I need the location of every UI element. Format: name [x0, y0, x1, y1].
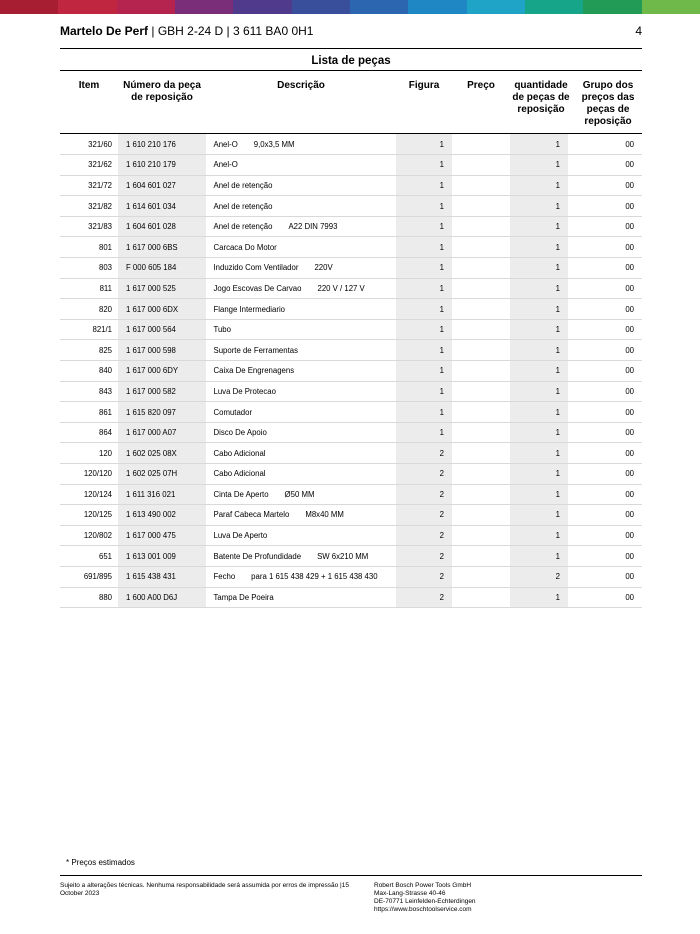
item-cell: 120/125 — [60, 505, 118, 526]
part-number-cell: 1 615 820 097 — [118, 402, 206, 423]
price-cell — [452, 216, 510, 237]
item-cell: 321/83 — [60, 216, 118, 237]
figure-cell: 1 — [396, 402, 452, 423]
section-title: Lista de peças — [311, 55, 391, 67]
description-text: Tubo — [213, 325, 231, 335]
quantity-cell: 1 — [510, 196, 568, 217]
color-bar-segment — [350, 0, 408, 14]
table-row — [60, 422, 642, 443]
price-group-cell: 00 — [568, 381, 642, 402]
figure-cell: 1 — [396, 237, 452, 258]
part-number-cell: 1 617 000 564 — [118, 319, 206, 340]
description-text: Caixa De Engrenagens — [213, 366, 295, 376]
price-cell — [452, 484, 510, 505]
item-cell: 803 — [60, 258, 118, 279]
description-text: Comutador — [213, 407, 253, 417]
description-cell — [206, 381, 396, 402]
part-number-cell: 1 611 316 021 — [118, 484, 206, 505]
item-cell: 821/1 — [60, 319, 118, 340]
description-text: Tampa De Poeira — [213, 592, 274, 602]
quantity-cell: 1 — [510, 299, 568, 320]
description-cell — [206, 361, 396, 382]
table-row — [60, 381, 642, 402]
item-cell: 840 — [60, 361, 118, 382]
quantity-cell: 1 — [510, 155, 568, 176]
item-cell: 811 — [60, 278, 118, 299]
part-number-cell: 1 602 025 08X — [118, 443, 206, 464]
part-number-cell: 1 600 A00 D6J — [118, 587, 206, 608]
section-divider — [60, 70, 642, 71]
figure-cell: 1 — [396, 258, 452, 279]
figure-cell: 1 — [396, 381, 452, 402]
price-group-cell: 00 — [568, 258, 642, 279]
description-text: Cinta De Aperto — [213, 489, 269, 499]
price-cell — [452, 134, 510, 155]
description-cell — [206, 278, 396, 299]
description-cell — [206, 258, 396, 279]
description-text: Jogo Escovas De Carvao — [213, 283, 302, 293]
part-number-cell: 1 614 601 034 — [118, 196, 206, 217]
part-number-cell: 1 617 000 525 — [118, 278, 206, 299]
quantity-cell: 1 — [510, 381, 568, 402]
price-group-cell: 00 — [568, 484, 642, 505]
description-spec: Ø50 MM — [284, 489, 315, 499]
col-item: Item — [78, 80, 100, 91]
price-cell — [452, 566, 510, 587]
price-group-cell: 00 — [568, 422, 642, 443]
description-text: Cabo Adicional — [213, 469, 266, 479]
footer-street: Max-Lang-Strasse 40-46 — [374, 890, 446, 897]
description-text: Paraf Cabeca Martelo — [213, 510, 290, 520]
figure-cell: 1 — [396, 278, 452, 299]
description-cell — [206, 525, 396, 546]
table-row — [60, 216, 642, 237]
footer-disclaimer: Sujeito a alterações técnicas. Nenhuma responsabilidade será assumida por erros de impressão |15 October 2023 — [60, 882, 349, 897]
part-number-cell: 1 617 000 6DY — [118, 361, 206, 382]
price-group-cell: 00 — [568, 546, 642, 567]
figure-cell: 1 — [396, 319, 452, 340]
item-cell: 321/62 — [60, 155, 118, 176]
quantity-cell: 1 — [510, 525, 568, 546]
description-spec: M8x40 MM — [305, 510, 344, 520]
item-cell: 120/124 — [60, 484, 118, 505]
document-subtitle: | GBH 2-24 D | 3 611 BA0 0H1 — [148, 24, 314, 38]
table-row — [60, 319, 642, 340]
description-cell — [206, 546, 396, 567]
color-bar-segment — [0, 0, 58, 14]
figure-cell: 1 — [396, 361, 452, 382]
price-cell — [452, 402, 510, 423]
table-row — [60, 546, 642, 567]
price-cell — [452, 546, 510, 567]
description-cell — [206, 422, 396, 443]
price-group-cell: 00 — [568, 340, 642, 361]
col-price: Preço — [467, 80, 495, 91]
quantity-cell: 1 — [510, 361, 568, 382]
part-number-cell: 1 602 025 07H — [118, 464, 206, 485]
part-number-cell: 1 617 000 475 — [118, 525, 206, 546]
description-cell — [206, 587, 396, 608]
color-bar-segment — [292, 0, 350, 14]
item-cell: 691/895 — [60, 566, 118, 587]
description-cell — [206, 484, 396, 505]
document-title: Martelo De Perf — [60, 24, 149, 38]
description-text: Anel de retenção — [213, 201, 273, 211]
quantity-cell: 1 — [510, 134, 568, 155]
part-number-cell: 1 613 001 009 — [118, 546, 206, 567]
quantity-cell: 1 — [510, 216, 568, 237]
description-text: Anel-O — [213, 139, 238, 149]
figure-cell: 1 — [396, 422, 452, 443]
quantity-cell: 1 — [510, 422, 568, 443]
part-number-cell: 1 615 438 431 — [118, 566, 206, 587]
figure-cell: 2 — [396, 587, 452, 608]
item-cell: 880 — [60, 587, 118, 608]
quantity-cell: 1 — [510, 237, 568, 258]
price-cell — [452, 381, 510, 402]
price-group-cell: 00 — [568, 278, 642, 299]
quantity-cell: 1 — [510, 505, 568, 526]
price-group-cell: 00 — [568, 134, 642, 155]
part-number-cell: 1 604 601 028 — [118, 216, 206, 237]
table-row — [60, 402, 642, 423]
price-cell — [452, 299, 510, 320]
quantity-cell: 1 — [510, 258, 568, 279]
col-description: Descrição — [277, 80, 325, 91]
description-text: Disco De Apoio — [213, 428, 267, 438]
item-cell: 861 — [60, 402, 118, 423]
part-number-cell: 1 617 000 A07 — [118, 422, 206, 443]
item-cell: 801 — [60, 237, 118, 258]
figure-cell: 2 — [396, 443, 452, 464]
quantity-cell: 1 — [510, 175, 568, 196]
figure-cell: 1 — [396, 134, 452, 155]
header-divider — [60, 48, 642, 49]
quantity-cell: 1 — [510, 464, 568, 485]
item-cell: 120/802 — [60, 525, 118, 546]
description-text: Induzido Com Ventilador — [213, 263, 299, 273]
part-number-cell: 1 617 000 582 — [118, 381, 206, 402]
page-header — [60, 24, 642, 40]
item-cell: 825 — [60, 340, 118, 361]
col-quantity: quantidade de peças de reposição — [512, 80, 570, 115]
part-number-cell: F 000 605 184 — [118, 258, 206, 279]
figure-cell: 1 — [396, 175, 452, 196]
price-group-cell: 00 — [568, 566, 642, 587]
price-cell — [452, 196, 510, 217]
price-cell — [452, 443, 510, 464]
price-group-cell: 00 — [568, 237, 642, 258]
part-number-cell: 1 610 210 179 — [118, 155, 206, 176]
color-bar-segment — [642, 0, 700, 14]
description-spec: 9,0x3,5 MM — [253, 139, 295, 149]
description-cell — [206, 464, 396, 485]
price-group-cell: 00 — [568, 464, 642, 485]
color-bar-segment — [408, 0, 466, 14]
item-cell: 120 — [60, 443, 118, 464]
table-row — [60, 484, 642, 505]
figure-cell: 2 — [396, 525, 452, 546]
price-cell — [452, 525, 510, 546]
table-row — [60, 505, 642, 526]
price-cell — [452, 422, 510, 443]
color-bar-segment — [525, 0, 583, 14]
price-group-cell: 00 — [568, 216, 642, 237]
description-text: Anel de retenção — [213, 222, 273, 232]
price-cell — [452, 319, 510, 340]
table-row — [60, 340, 642, 361]
description-text: Luva De Aperto — [213, 531, 268, 541]
col-part-number: Número da peça de reposição — [123, 80, 201, 103]
description-cell — [206, 134, 396, 155]
description-cell — [206, 237, 396, 258]
item-cell: 820 — [60, 299, 118, 320]
table-row — [60, 443, 642, 464]
parts-table — [60, 134, 642, 608]
price-group-cell: 00 — [568, 175, 642, 196]
description-spec: SW 6x210 MM — [317, 551, 369, 561]
description-cell — [206, 175, 396, 196]
description-spec: para 1 615 438 429 + 1 615 438 430 — [251, 572, 378, 582]
item-cell: 120/120 — [60, 464, 118, 485]
price-group-cell: 00 — [568, 587, 642, 608]
description-text: Luva De Protecao — [213, 386, 276, 396]
price-cell — [452, 155, 510, 176]
figure-cell: 1 — [396, 299, 452, 320]
page-number: 4 — [635, 24, 642, 38]
description-spec: 220V — [314, 263, 333, 273]
color-bar-segment — [467, 0, 525, 14]
price-cell — [452, 464, 510, 485]
description-spec: 220 V / 127 V — [317, 283, 365, 293]
description-text: Batente De Profundidade — [213, 551, 302, 561]
item-cell: 843 — [60, 381, 118, 402]
figure-cell: 2 — [396, 484, 452, 505]
figure-cell: 1 — [396, 340, 452, 361]
description-text: Fecho — [213, 572, 236, 582]
description-spec: A22 DIN 7993 — [288, 222, 338, 232]
figure-cell: 1 — [396, 155, 452, 176]
table-row — [60, 134, 642, 155]
description-text: Flange Intermediario — [213, 304, 286, 314]
part-number-cell: 1 617 000 598 — [118, 340, 206, 361]
color-bar-segment — [117, 0, 175, 14]
description-cell — [206, 340, 396, 361]
price-cell — [452, 258, 510, 279]
quantity-cell: 1 — [510, 340, 568, 361]
item-cell: 651 — [60, 546, 118, 567]
table-row — [60, 196, 642, 217]
description-text: Anel-O — [213, 160, 238, 170]
col-figure: Figura — [408, 80, 440, 91]
table-row — [60, 278, 642, 299]
description-cell — [206, 319, 396, 340]
description-cell — [206, 196, 396, 217]
figure-cell: 1 — [396, 216, 452, 237]
quantity-cell: 1 — [510, 319, 568, 340]
color-bar-segment — [233, 0, 291, 14]
figure-cell: 2 — [396, 464, 452, 485]
quantity-cell: 1 — [510, 443, 568, 464]
quantity-cell: 1 — [510, 484, 568, 505]
part-number-cell: 1 610 210 176 — [118, 134, 206, 155]
price-group-cell: 00 — [568, 361, 642, 382]
figure-cell: 1 — [396, 196, 452, 217]
price-cell — [452, 340, 510, 361]
description-cell — [206, 216, 396, 237]
description-cell — [206, 155, 396, 176]
footer-city: DE-70771 Leinfelden-Echterdingen — [374, 898, 476, 905]
price-group-cell: 00 — [568, 443, 642, 464]
item-cell: 321/72 — [60, 175, 118, 196]
price-group-cell: 00 — [568, 505, 642, 526]
color-bar-segment — [58, 0, 116, 14]
brand-color-bar — [0, 0, 700, 14]
description-cell — [206, 443, 396, 464]
table-row — [60, 155, 642, 176]
col-price-group: Grupo dos preços das peças de reposição — [581, 80, 635, 127]
item-cell: 864 — [60, 422, 118, 443]
price-cell — [452, 505, 510, 526]
price-cell — [452, 278, 510, 299]
figure-cell: 2 — [396, 505, 452, 526]
price-cell — [452, 361, 510, 382]
price-cell — [452, 587, 510, 608]
price-cell — [452, 237, 510, 258]
color-bar-segment — [175, 0, 233, 14]
description-text: Suporte de Ferramentas — [213, 345, 299, 355]
price-group-cell: 00 — [568, 155, 642, 176]
price-group-cell: 00 — [568, 402, 642, 423]
quantity-cell: 1 — [510, 546, 568, 567]
table-row — [60, 237, 642, 258]
description-cell — [206, 299, 396, 320]
footer-divider — [60, 875, 642, 876]
description-text: Carcaca Do Motor — [213, 242, 277, 252]
table-row — [60, 361, 642, 382]
footer-address — [374, 882, 644, 914]
quantity-cell: 1 — [510, 278, 568, 299]
part-number-cell: 1 617 000 6DX — [118, 299, 206, 320]
color-bar-segment — [583, 0, 641, 14]
table-row — [60, 299, 642, 320]
table-row — [60, 175, 642, 196]
table-header — [60, 80, 642, 132]
description-cell — [206, 505, 396, 526]
description-text: Anel de retenção — [213, 180, 273, 190]
item-cell: 321/82 — [60, 196, 118, 217]
table-row — [60, 525, 642, 546]
part-number-cell: 1 617 000 6BS — [118, 237, 206, 258]
table-row — [60, 464, 642, 485]
price-cell — [452, 175, 510, 196]
table-row — [60, 566, 642, 587]
table-row — [60, 258, 642, 279]
price-group-cell: 00 — [568, 525, 642, 546]
quantity-cell: 2 — [510, 566, 568, 587]
description-text: Cabo Adicional — [213, 448, 266, 458]
description-cell — [206, 566, 396, 587]
price-group-cell: 00 — [568, 319, 642, 340]
price-group-cell: 00 — [568, 299, 642, 320]
part-number-cell: 1 604 601 027 — [118, 175, 206, 196]
price-note: * Preços estimados — [66, 858, 135, 867]
figure-cell: 2 — [396, 566, 452, 587]
parts-table-body — [60, 134, 642, 608]
footer-website-link[interactable]: https://www.boschtoolservice.com — [374, 906, 472, 913]
quantity-cell: 1 — [510, 402, 568, 423]
description-cell — [206, 402, 396, 423]
figure-cell: 2 — [396, 546, 452, 567]
part-number-cell: 1 613 490 002 — [118, 505, 206, 526]
item-cell: 321/60 — [60, 134, 118, 155]
quantity-cell: 1 — [510, 587, 568, 608]
price-group-cell: 00 — [568, 196, 642, 217]
table-row — [60, 587, 642, 608]
footer-company: Robert Bosch Power Tools GmbH — [374, 882, 472, 889]
